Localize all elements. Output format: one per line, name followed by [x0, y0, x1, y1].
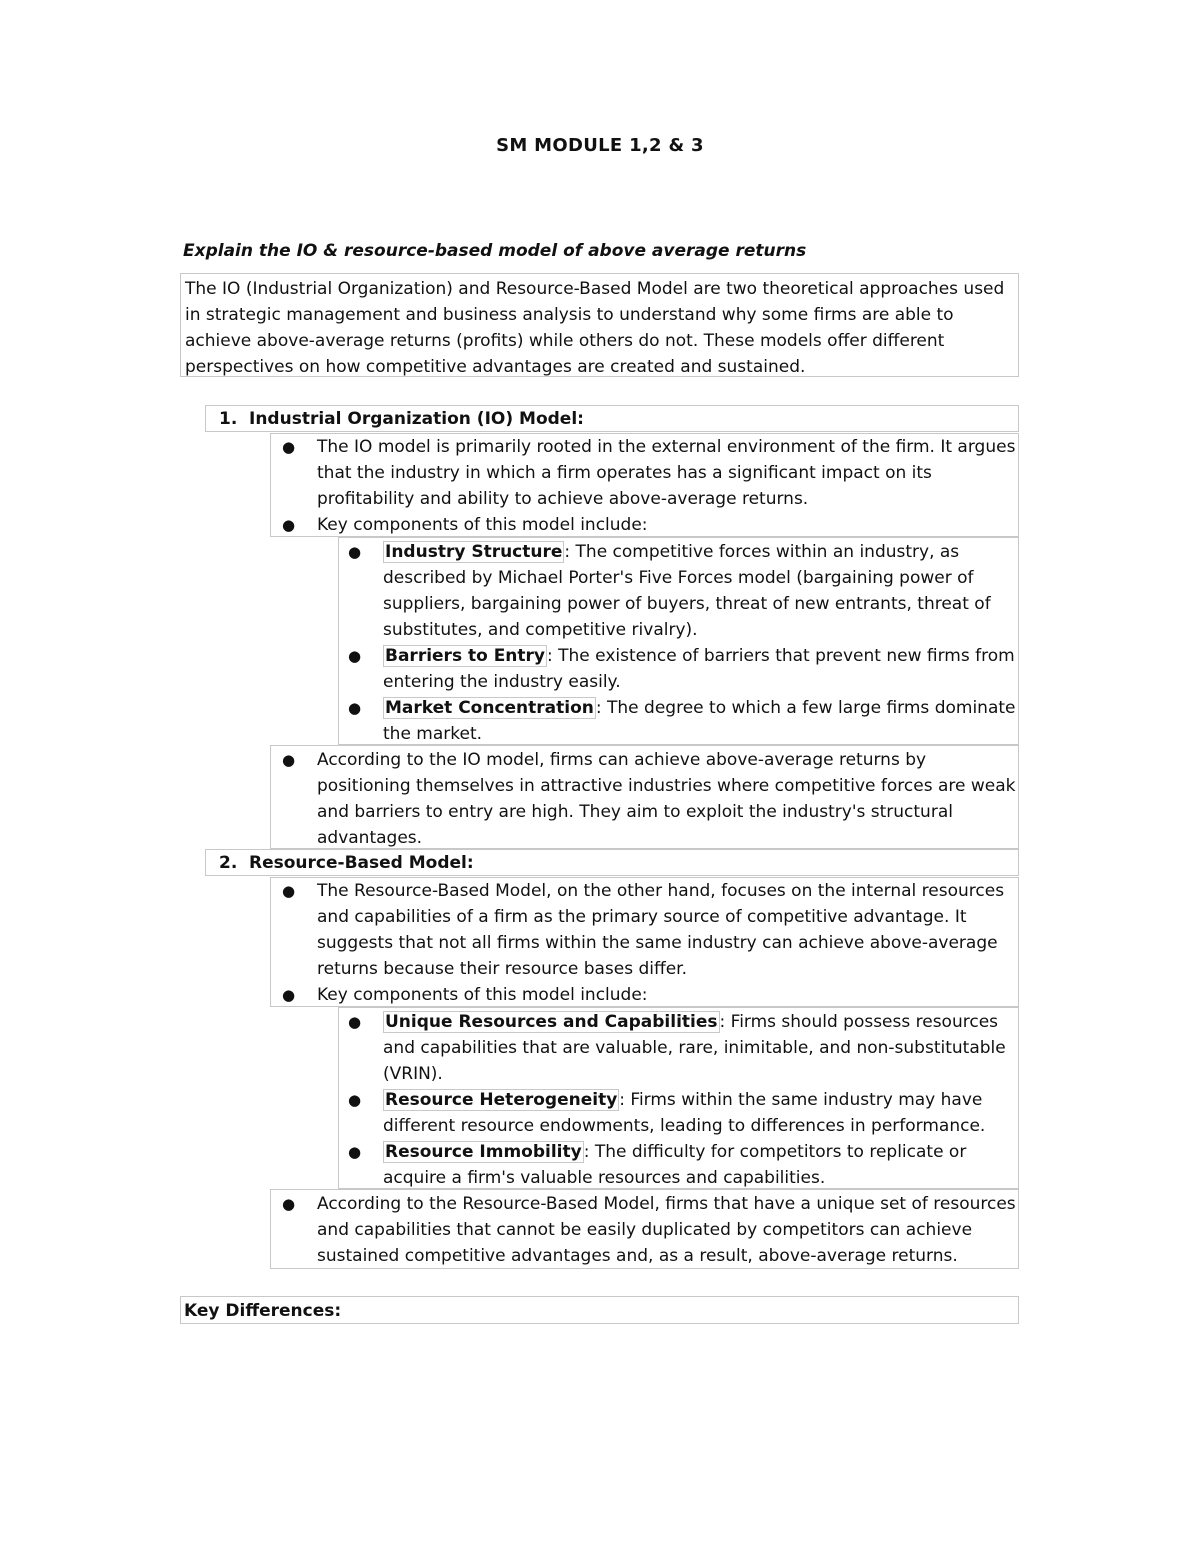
bullet-icon: ● — [282, 438, 296, 456]
section-2-title: Resource-Based Model: — [249, 853, 474, 873]
list-item: ● Key components of this model include: — [272, 512, 1017, 538]
component-term: Industry Structure — [385, 542, 563, 562]
bullet-icon: ● — [282, 751, 296, 769]
section-2-components — [338, 1009, 1017, 1191]
bullet-icon: ● — [282, 986, 296, 1004]
section-1-bullets — [272, 434, 1017, 538]
component-term: Unique Resources and Capabilities — [385, 1012, 718, 1032]
bullet-icon: ● — [348, 1143, 362, 1161]
question-heading: Explain the IO & resource-based model of above average returns — [183, 241, 807, 261]
list-item: ● Resource Heterogeneity : Firms within the same industry may have different resource endowments, leading to differences in performance. — [338, 1087, 1017, 1139]
intro-text: The IO (Industrial Organization) and Resource-Based Model are two theoretical approaches used in strategic management and business analysis to understand why some firms are able to achieve above-average returns (profits) while others do not. These models offer different perspectives on how competitive advantages are created and sustained. — [185, 279, 1005, 377]
list-item: ● According to the Resource-Based Model, firms that have a unique set of resources and capabilities that cannot be easily duplicated by competitors can achieve sustained competitive advantages and, as a result, above-average returns. — [272, 1191, 1017, 1269]
component-term: Resource Heterogeneity — [385, 1090, 618, 1110]
section-2-number: 2. — [219, 853, 238, 873]
list-item: ● Resource Immobility : The difficulty for competitors to replicate or acquire a firm's valuable resources and capabilities. — [338, 1139, 1017, 1191]
bullet-icon: ● — [348, 699, 362, 717]
list-item: ● Unique Resources and Capabilities : Firms should possess resources and capabilities that are valuable, rare, inimitable, and non-substitutable (VRIN). — [338, 1009, 1017, 1087]
bullet-icon: ● — [348, 1091, 362, 1109]
bullet-icon: ● — [282, 1195, 296, 1213]
list-item: ● Industry Structure : The competitive forces within an industry, as described by Michael Porter's Five Forces model (bargaining power of suppliers, bargaining power of buyers, threat of new entrants, threat of substitutes, and competitive rivalry). — [338, 539, 1017, 643]
list-item: ● The IO model is primarily rooted in the external environment of the firm. It argues that the industry in which a firm operates has a significant impact on its profitability and ability to achieve above-average returns. — [272, 434, 1017, 512]
section-1-conclusion — [272, 747, 1017, 851]
list-item: ● Market Concentration : The degree to which a few large firms dominate the market. — [338, 695, 1017, 747]
component-term: Resource Immobility — [385, 1142, 582, 1162]
bullet-icon: ● — [282, 882, 296, 900]
component-term: Barriers to Entry — [385, 646, 546, 666]
list-item: ● Key components of this model include: — [272, 982, 1017, 1008]
bullet-icon: ● — [348, 647, 362, 665]
section-2-heading — [205, 850, 1019, 876]
section-1-title: Industrial Organization (IO) Model: — [249, 409, 584, 429]
bullet-icon: ● — [282, 516, 296, 534]
component-term: Market Concentration — [385, 698, 594, 718]
section-1-components — [338, 539, 1017, 747]
section-1-number: 1. — [219, 409, 238, 429]
list-item: ● The Resource-Based Model, on the other hand, focuses on the internal resources and capabilities of a firm as the primary source of competitive advantage. It suggests that not all firms within the same industry can achieve above-average returns because their resource bases differ. — [272, 878, 1017, 982]
intro-paragraph — [180, 273, 1019, 377]
key-differences-heading: Key Differences: — [184, 1301, 342, 1321]
section-2-bullets — [272, 878, 1017, 1008]
bullet-icon: ● — [348, 1013, 362, 1031]
bullet-icon: ● — [348, 543, 362, 561]
section-1-heading — [205, 406, 1019, 432]
page-title: SM MODULE 1,2 & 3 — [496, 135, 704, 156]
section-2-conclusion — [272, 1191, 1017, 1269]
list-item: ● Barriers to Entry : The existence of barriers that prevent new firms from entering the industry easily. — [338, 643, 1017, 695]
list-item: ● According to the IO model, firms can achieve above-average returns by positioning themselves in attractive industries where competitive forces are weak and barriers to entry are high. They aim to exploit the industry's structural advantages. — [272, 747, 1017, 851]
